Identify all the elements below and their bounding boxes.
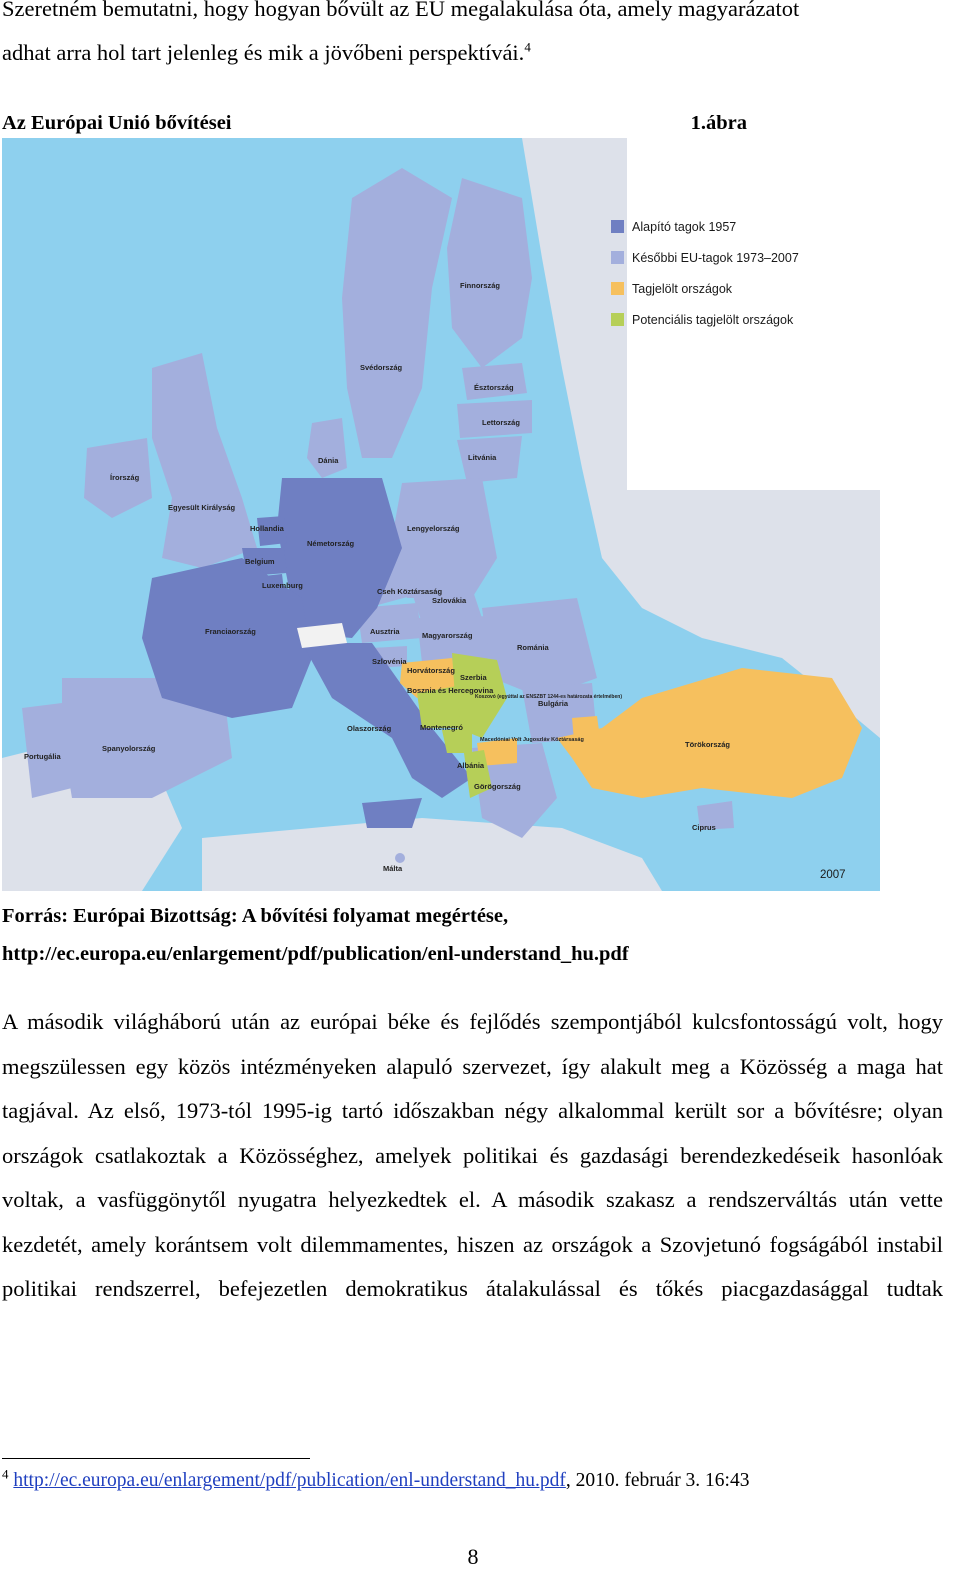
intro-line-1: Szeretném bemutatni, hogy hogyan bővült az EU megalakulása óta, amely magyarázatot xyxy=(2,0,800,21)
label-croatia: Horvátország xyxy=(407,666,455,675)
legend-swatch-later xyxy=(611,251,624,264)
label-bosnia: Bosznia és Hercegovina xyxy=(407,686,494,695)
footnote-number: 4 xyxy=(2,1466,9,1482)
label-belgium: Belgium xyxy=(245,557,275,566)
intro-line-2-text: adhat arra hol tart jelenleg és mik a jövőbeni perspektívái. xyxy=(2,40,525,65)
label-italy: Olaszország xyxy=(347,724,392,733)
label-serbia: Szerbia xyxy=(460,673,487,682)
sicily-shape xyxy=(362,798,422,828)
intro-line-2 xyxy=(2,40,531,66)
page-number: 8 xyxy=(467,1544,479,1569)
label-estonia: Észtország xyxy=(474,383,514,392)
legend-label-later: Későbbi EU-tagok 1973–2007 xyxy=(632,251,799,265)
label-romania: Románia xyxy=(517,643,549,652)
source-line-2: http://ec.europa.eu/enlargement/pdf/publication/enl-understand_hu.pdf xyxy=(2,943,629,965)
legend-swatch-potential xyxy=(611,313,624,326)
label-ireland: Írország xyxy=(110,473,140,482)
label-luxembourg: Luxemburg xyxy=(262,581,303,590)
label-finland: Finnország xyxy=(460,281,501,290)
label-netherlands: Hollandia xyxy=(250,524,284,533)
figure-caption xyxy=(2,112,747,135)
label-cyprus: Ciprus xyxy=(692,823,716,832)
label-germany: Németország xyxy=(307,539,355,548)
label-macedonia: Macedóniai Volt Jugoszláv Köztársaság xyxy=(480,737,584,743)
footnote-rest: , 2010. február 3. 16:43 xyxy=(565,1470,750,1491)
label-portugal: Portugália xyxy=(24,752,61,761)
malta-shape xyxy=(395,853,405,863)
label-malta: Málta xyxy=(383,864,403,873)
label-austria: Ausztria xyxy=(370,627,400,636)
label-denmark: Dánia xyxy=(318,456,339,465)
footnote xyxy=(2,1466,750,1492)
body-paragraph: A második világháború után az európai béke és fejlődés szempontjából kulcsfontosságú volt, hogy megszülessen egy közös intézményeken alapuló szervezet, így alakult meg a Közösség a maga hat tagjával. Az első, 1973-tól 1995-ig tartó időszakban négy alkalommal került sor a bővítésre; olyan országok csatlakoztak a Közösséghez, amelyek politikai és gazdasági berendezkedéseik hasonlóak voltak, a vasfüggönytől nyugatra helyezkedtek el. A második szakasz a rendszerváltás után vette kezdetét, amely korántsem volt dilemmamentes, hiszen az országok a Szovjetunó fogságából instabil politikai rendszerrel, befejezetlen demokratikus átalakulással és tőkés piacgazdasággal tudtak xyxy=(2,1009,943,1301)
label-spain: Spanyolország xyxy=(102,744,156,753)
label-uk: Egyesült Királyság xyxy=(168,503,236,512)
label-turkey: Törökország xyxy=(685,740,731,749)
legend-label-founding: Alapító tagok 1957 xyxy=(632,220,737,234)
label-poland: Lengyelország xyxy=(407,524,460,533)
label-czech: Cseh Köztársaság xyxy=(377,587,443,596)
label-greece: Görögország xyxy=(474,782,521,791)
legend-swatch-founding xyxy=(611,220,624,233)
eu-enlargement-map xyxy=(2,138,880,891)
legend-swatch-candidate xyxy=(611,282,624,295)
footnote-reference: 4 xyxy=(524,39,531,55)
label-montenegro: Montenegró xyxy=(420,723,463,732)
label-slovakia: Szlovákia xyxy=(432,596,467,605)
footnote-separator xyxy=(2,1458,310,1459)
label-bulgaria: Bulgária xyxy=(538,699,569,708)
label-albania: Albánia xyxy=(457,761,485,770)
legend-label-potential: Potenciális tagjelölt országok xyxy=(632,313,794,327)
label-france: Franciaország xyxy=(205,627,256,636)
footnote-link[interactable]: http://ec.europa.eu/enlargement/pdf/publication/enl-understand_hu.pdf xyxy=(13,1470,566,1491)
legend-label-candidate: Tagjelölt országok xyxy=(632,282,733,296)
label-latvia: Lettország xyxy=(482,418,520,427)
source-line-1: Forrás: Európai Bizottság: A bővítési folyamat megértése, xyxy=(2,905,509,927)
map-year: 2007 xyxy=(820,869,846,881)
label-lithuania: Litvánia xyxy=(468,453,497,462)
label-sweden: Svédország xyxy=(360,363,403,372)
figure-title: Az Európai Unió bővítései xyxy=(2,112,232,134)
figure-number: 1.ábra xyxy=(690,112,747,134)
label-hungary: Magyarország xyxy=(422,631,473,640)
label-kosovo: Koszovó (egyúttal az ENSZBT 1244-es határozata értelmében) xyxy=(475,694,622,700)
label-slovenia: Szlovénia xyxy=(372,657,407,666)
